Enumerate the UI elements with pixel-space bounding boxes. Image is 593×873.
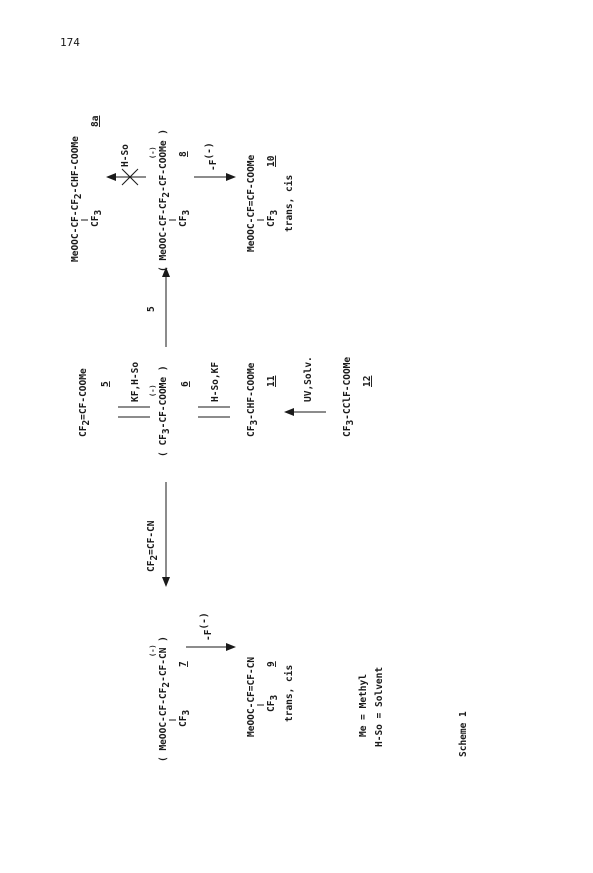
svg-text:-F(-): -F(-)	[204, 142, 219, 171]
svg-text:MeOOC-CF=CF-COOMe: MeOOC-CF=CF-COOMe	[246, 154, 257, 252]
svg-text:trans, cis: trans, cis	[284, 664, 295, 722]
svg-text:9: 9	[266, 661, 277, 667]
svg-text:CF2=CF-CN: CF2=CF-CN	[146, 520, 160, 572]
svg-text:H-So,KF: H-So,KF	[210, 361, 221, 402]
svg-text:5: 5	[146, 306, 157, 312]
svg-text:CF3: CF3	[178, 709, 192, 727]
scheme-caption: Scheme 1	[458, 711, 469, 757]
arrow-minus-f-left	[186, 612, 236, 651]
compound-8	[149, 129, 192, 272]
svg-text:( MeOOC-CF-CF2-CF-COOMe ): ( MeOOC-CF-CF2-CF-COOMe )	[158, 128, 172, 272]
page-number: 174	[60, 36, 80, 49]
svg-text:6: 6	[180, 381, 191, 387]
svg-text:CF3: CF3	[266, 694, 280, 712]
arrow-hso-blocked	[106, 144, 146, 185]
svg-text:CF3-CClF-COOMe: CF3-CClF-COOMe	[342, 356, 356, 437]
svg-text:CF3-CHF-COOMe: CF3-CHF-COOMe	[246, 362, 260, 437]
svg-text:(-): (-)	[149, 644, 157, 657]
svg-text:(-): (-)	[149, 146, 157, 159]
svg-text:(-): (-)	[149, 384, 157, 397]
compound-6	[149, 365, 191, 457]
compound-10	[246, 154, 295, 252]
svg-text:11: 11	[266, 375, 277, 387]
svg-text:-F(-): -F(-)	[199, 612, 214, 641]
arrow-minus-f-right	[194, 142, 236, 181]
compound-9	[246, 657, 295, 737]
svg-text:MeOOC-CF=CF-CN: MeOOC-CF=CF-CN	[246, 656, 257, 737]
svg-text:MeOOC-CF-CF2-CHF-COOMe: MeOOC-CF-CF2-CHF-COOMe	[70, 136, 84, 262]
svg-text:CF3: CF3	[90, 209, 104, 227]
svg-text:trans, cis: trans, cis	[284, 174, 295, 232]
legend-methyl: Me = Methyl	[358, 674, 369, 737]
svg-text:8a: 8a	[90, 115, 101, 127]
arrow-hso-kf	[198, 362, 230, 417]
svg-text:KF,H-So: KF,H-So	[130, 361, 141, 402]
compound-8a	[70, 115, 104, 262]
svg-text:8: 8	[178, 151, 189, 157]
svg-text:UV,Solv.: UV,Solv.	[303, 356, 314, 402]
svg-text:10: 10	[266, 155, 277, 167]
svg-text:CF3: CF3	[178, 209, 192, 227]
arrow-cf2cfcn	[146, 482, 170, 587]
svg-text:( MeOOC-CF-CF2-CF-CN ): ( MeOOC-CF-CF2-CF-CN )	[158, 636, 172, 762]
svg-text:CF2=CF-COOMe: CF2=CF-COOMe	[78, 368, 92, 437]
svg-text:12: 12	[362, 375, 373, 387]
arrow-five	[146, 267, 170, 347]
svg-text:7: 7	[178, 661, 189, 667]
compound-12	[342, 357, 373, 437]
compound-7	[149, 636, 192, 762]
svg-text:H-So: H-So	[120, 144, 131, 167]
arrow-kf-hso	[118, 362, 150, 417]
compound-5	[78, 368, 111, 437]
svg-text:CF3: CF3	[266, 209, 280, 227]
svg-text:5: 5	[100, 381, 111, 387]
legend-solvent: H-So = Solvent	[374, 666, 385, 747]
compound-11	[246, 362, 277, 437]
arrow-uv-solv	[284, 356, 326, 416]
svg-text:( CF3-CF-COOMe ): ( CF3-CF-COOMe )	[158, 365, 172, 457]
